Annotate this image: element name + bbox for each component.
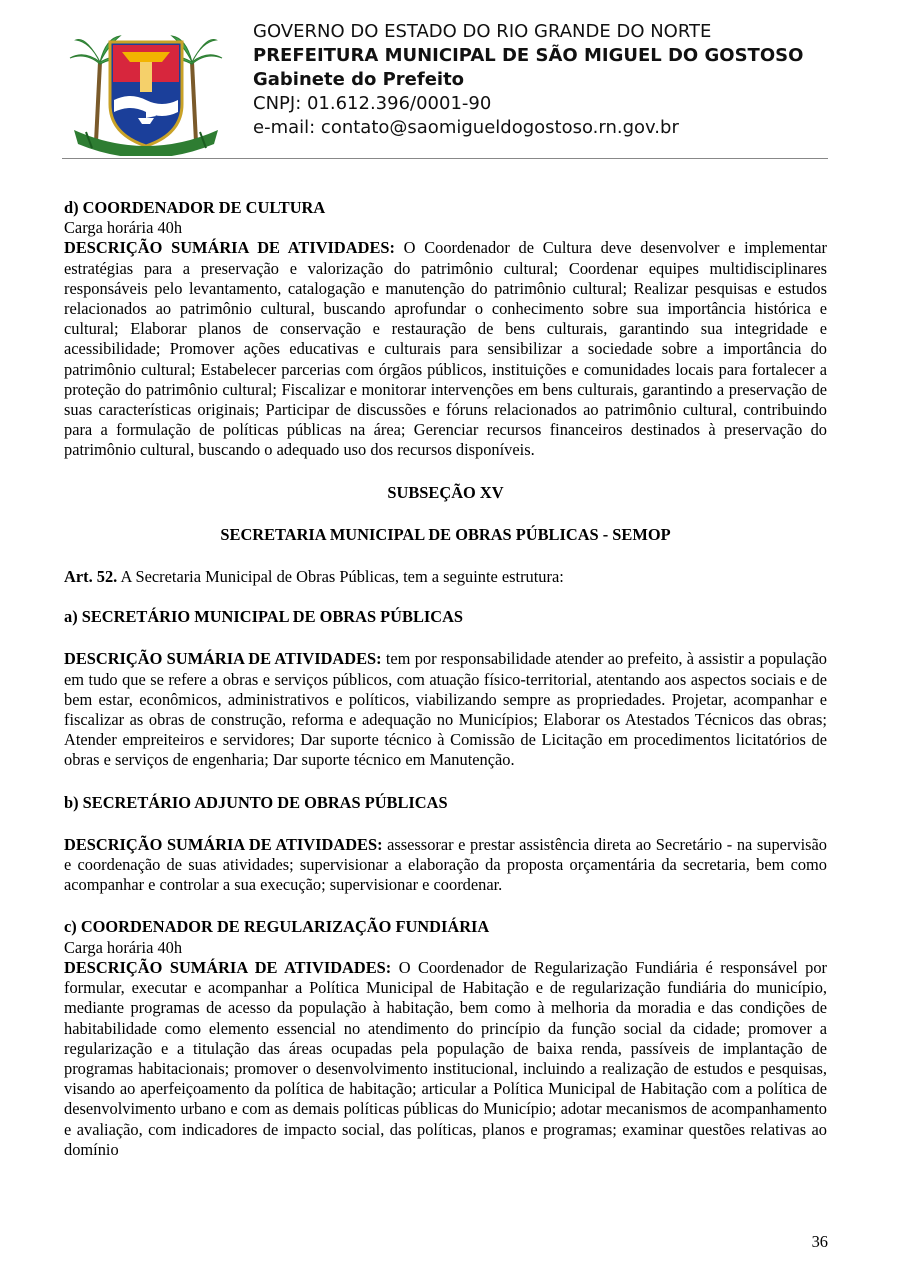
document-body bbox=[64, 198, 827, 1160]
municipality-line: PREFEITURA MUNICIPAL DE SÃO MIGUEL DO GOSTOSO bbox=[253, 45, 804, 66]
section-d-hours: Carga horária 40h bbox=[64, 218, 183, 238]
cnpj-line: CNPJ: 01.612.396/0001-90 bbox=[253, 93, 492, 114]
section-c-title: c) COORDENADOR DE REGULARIZAÇÃO FUNDIÁRIA bbox=[64, 917, 490, 937]
section-d-title: d) COORDENADOR DE CULTURA bbox=[64, 198, 326, 217]
section-c-hours: Carga horária 40h bbox=[64, 937, 183, 957]
page-number: 36 bbox=[811, 1232, 828, 1251]
municipal-coat-of-arms-icon bbox=[66, 22, 226, 156]
letterhead-text bbox=[253, 20, 803, 140]
secretaria-heading: SECRETARIA MUNICIPAL DE OBRAS PÚBLICAS - SEMOP bbox=[220, 524, 671, 544]
email-line: e-mail: contato@saomigueldogostoso.rn.gov.br bbox=[253, 117, 679, 138]
office-line: Gabinete do Prefeito bbox=[253, 69, 465, 90]
section-b-description: DESCRIÇÃO SUMÁRIA DE ATIVIDADES: assessorar e prestar assistência direta ao Secretário - na supervisão e coordenação de suas atividades; supervisionar a elaboração da proposta orçamentária da secretaria, bem como acompanhar e controlar a sua execução; supervisionar e coordenar. bbox=[64, 834, 828, 895]
section-a-title: a) SECRETÁRIO MUNICIPAL DE OBRAS PÚBLICAS bbox=[64, 607, 464, 627]
section-d-description: DESCRIÇÃO SUMÁRIA DE ATIVIDADES: O Coordenador de Cultura deve desenvolver e implementar estratégias para a preservação e valorização do patrimônio cultural; Coordenar equipes multidisciplinares responsáveis pelo levantamento, catalogação e manutenção do patrimônio cultural; Realizar pesquisas e estudos relacionados ao patrimônio cultural, buscando aprofundar o conhecimento sobre sua importância histórica e cultural; Elaborar planos de conservação e restauração de bens culturais, garantindo sua integridade e acessibilidade; Promover ações educativas e culturais para sensibilizar a sociedade sobre a importância do patrimônio cultural; Estabelecer parcerias com órgãos públicos, instituições e comunidades locais para fortalecer a proteção do patrimônio cultural; Fiscalizar e monitorar intervenções em bens culturais, garantindo a preservação de suas características originais; Participar de discussões e fóruns relacionados ao patrimônio cultural, contribuindo para a formulação de políticas públicas na área; Gerenciar recursos financeiros destinados à preservação do patrimônio cultural, buscando o adequado uso dos recursos disponíveis. bbox=[64, 238, 827, 460]
state-government-line: GOVERNO DO ESTADO DO RIO GRANDE DO NORTE bbox=[253, 21, 712, 42]
letterhead bbox=[62, 20, 828, 158]
section-c-description: DESCRIÇÃO SUMÁRIA DE ATIVIDADES: O Coordenador de Regularização Fundiária é responsável por formular, executar e acompanhar a Política Municipal de Habitação e de regularização fundiária do município, mediante programas de acesso da população à habitação, bem como à melhoria da moradia e das condições de habitabilidade como elemento essencial no atendimento do princípio da função social da cidade; promover a regularização e a titulação das áreas ocupadas pela população de baixa renda, passíveis de implantação de programas habitacionais; promover o desenvolvimento institucional, incluindo a realização de estudos e pesquisas, visando ao aperfeiçoamento da política de habitação; articular a Política Municipal de Habitação com a política de desenvolvimento urbano e com as demais políticas públicas do Município; adotar mecanismos de acompanhamento e avaliação, com indicadores de impacto social, das políticas, planos e programas; examinar questões relativas ao domínio bbox=[64, 957, 827, 1159]
section-a-description: DESCRIÇÃO SUMÁRIA DE ATIVIDADES: tem por responsabilidade atender ao prefeito, à assistir a população em tudo que se refere a obras e serviços públicos, com atuação físico-territorial, atentando aos aspectos sociais e de bem estar, econômicos, administrativos e políticos, viabilizando sempre as propriedades. Projetar, acompanhar e fiscalizar as obras de construção, reforma e adequação no Municípios; Elaborar os Atestados Técnicos das obras; Atender empreiteiros e servidores; Dar suporte técnico à Comissão de Licitação em procedimentos licitatórios de obras e serviços de engenharia; Dar suporte técnico em Manutenção. bbox=[64, 649, 828, 770]
section-b-title: b) SECRETÁRIO ADJUNTO DE OBRAS PÚBLICAS bbox=[64, 792, 448, 812]
article-52: Art. 52. A Secretaria Municipal de Obras Públicas, tem a seguinte estrutura: bbox=[64, 567, 564, 587]
header-divider bbox=[62, 158, 828, 159]
subsection-heading: SUBSEÇÃO XV bbox=[387, 482, 504, 502]
